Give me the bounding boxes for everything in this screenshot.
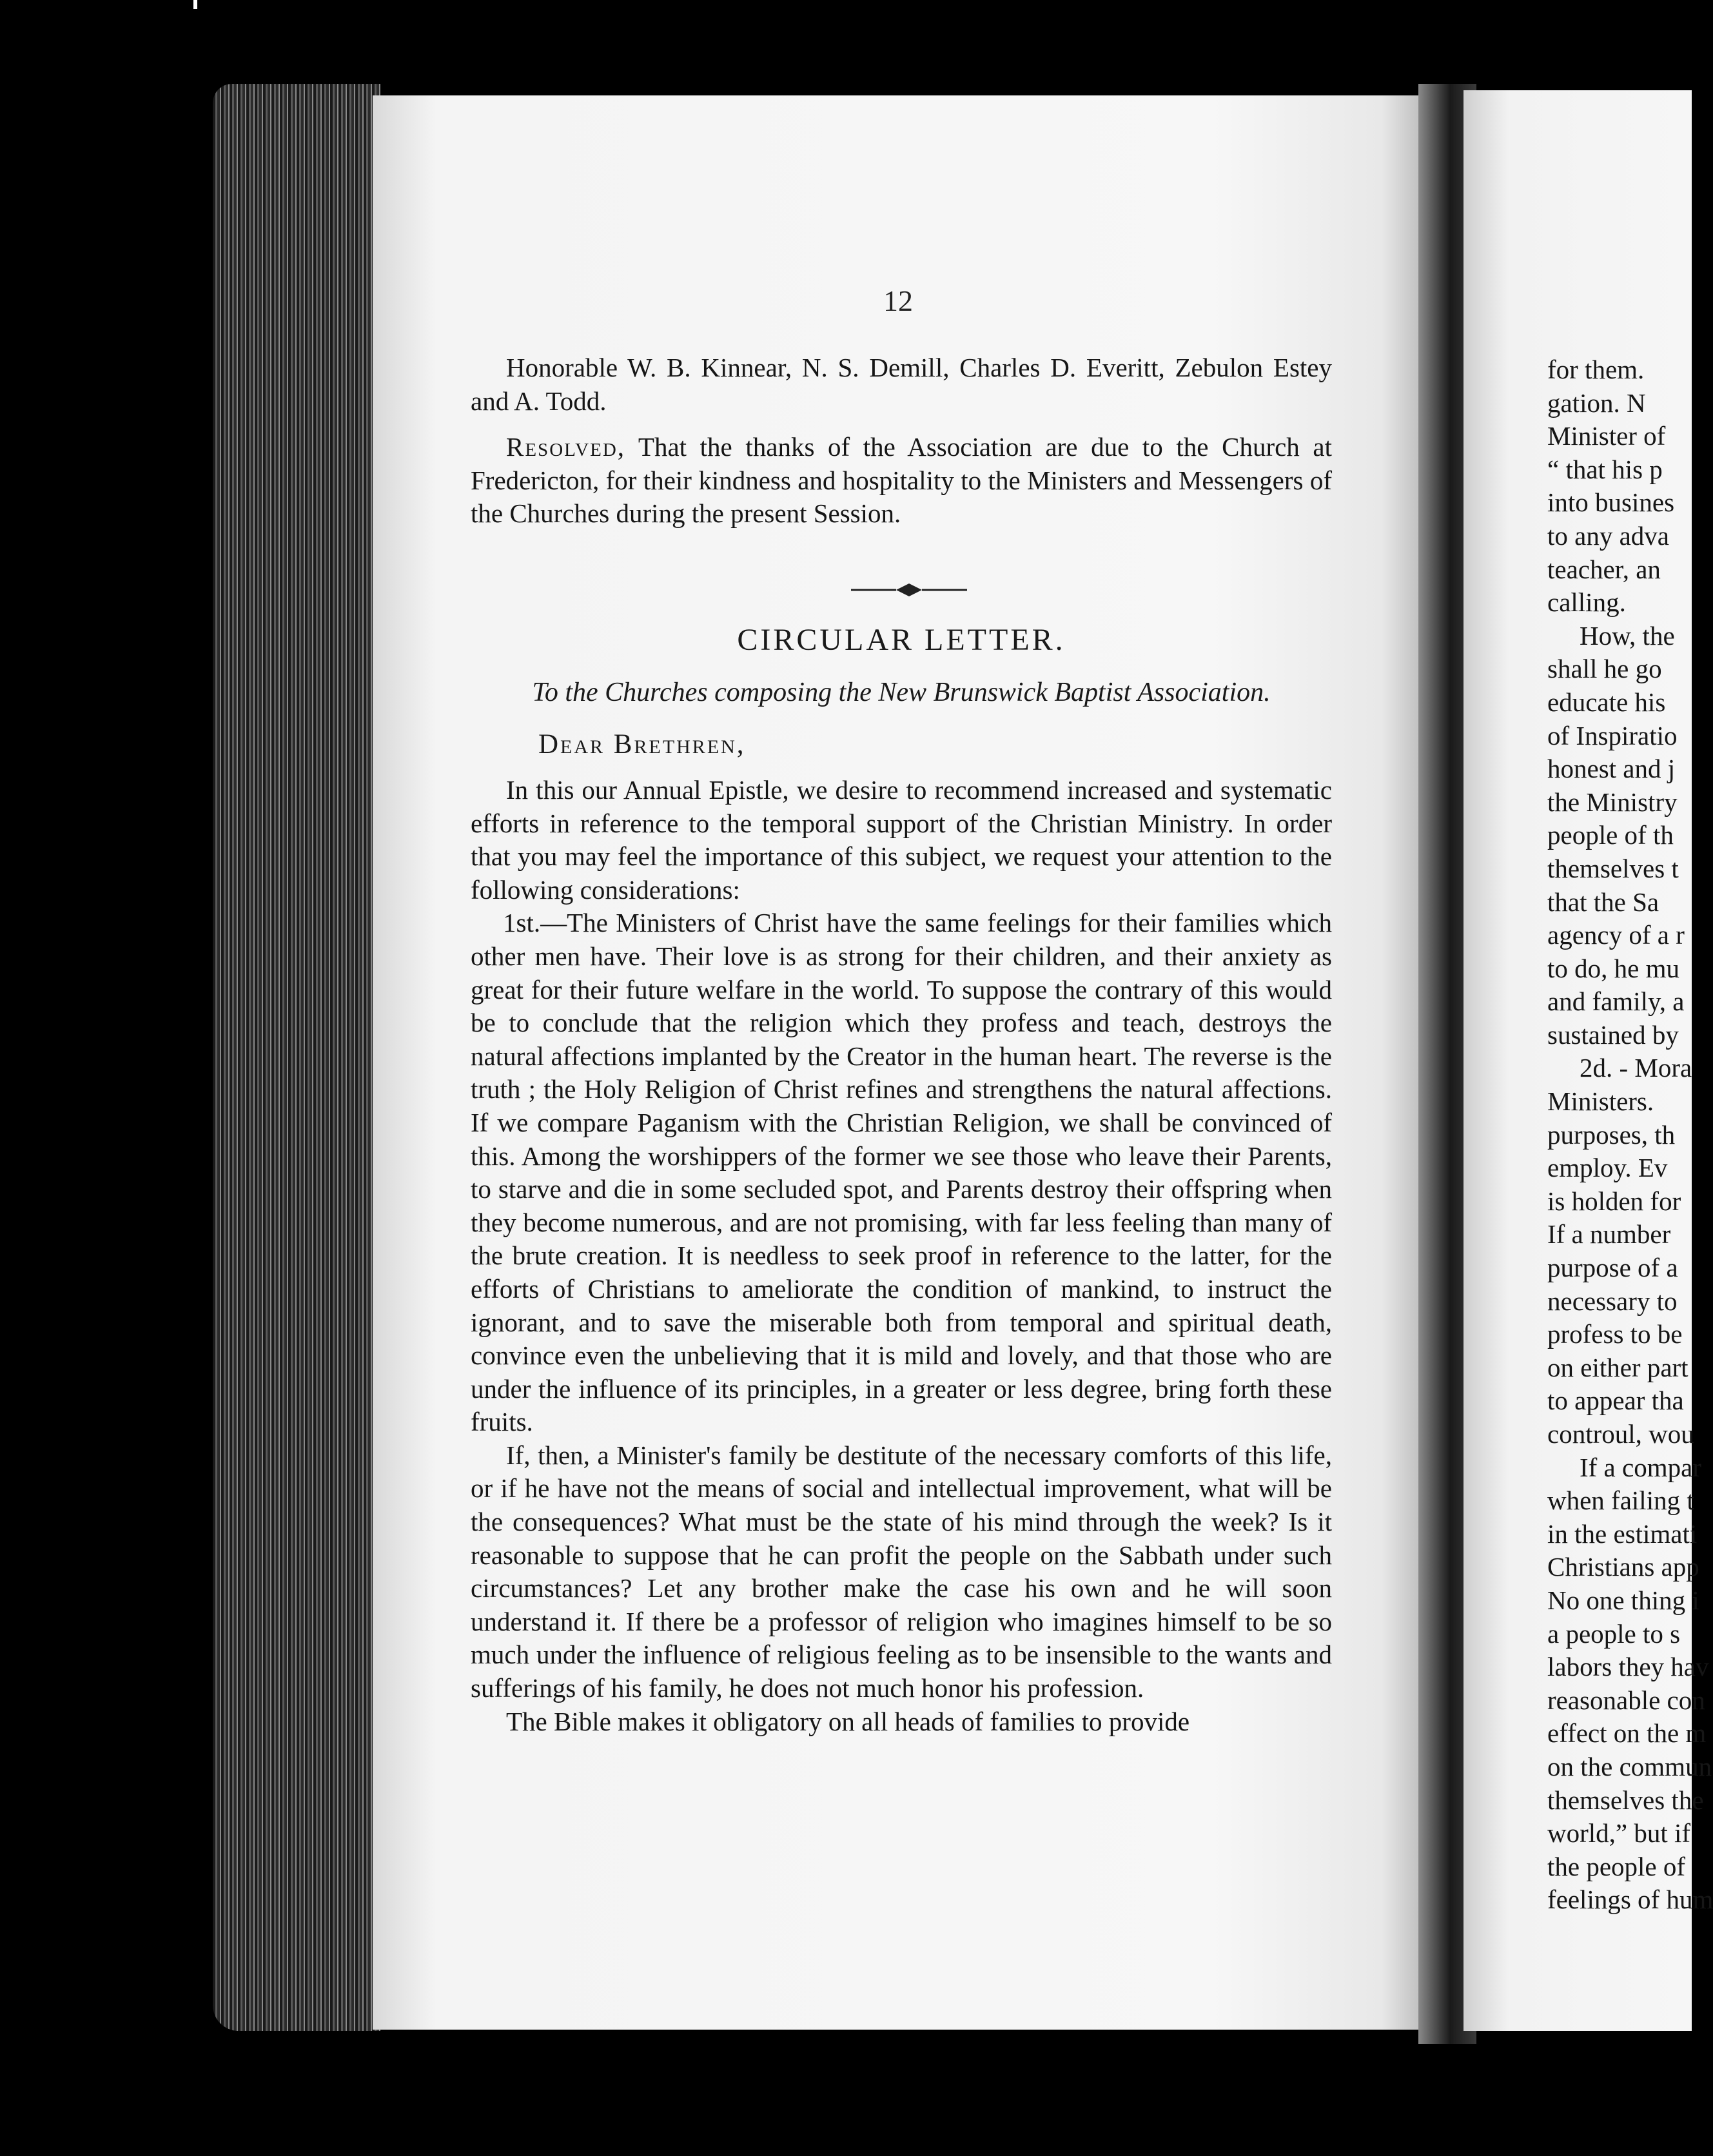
right-line: when failing t — [1547, 1485, 1694, 1516]
right-line: sustained by — [1547, 1019, 1679, 1050]
section-heading: CIRCULAR LETTER. — [737, 623, 1066, 657]
right-line: the Ministry — [1547, 787, 1678, 817]
right-line: reasonable con — [1547, 1685, 1705, 1715]
right-line: How, the — [1580, 620, 1675, 651]
right-line: that the Sa — [1547, 887, 1659, 917]
right-line: controul, wou — [1547, 1419, 1694, 1449]
right-line: for them. — [1547, 355, 1645, 384]
right-line: No one thing i — [1547, 1585, 1699, 1615]
paragraph: In this our Annual Epistle, we desire to recommend increased and systematic efforts in reference to the temporal support of the Christian Ministry. In order that you may feel the importance of this subject, we request your attention to the following considerations: — [471, 775, 1332, 905]
honorable-list: Honorable W. B. Kinnear, N. S. Demill, Charles D. Everitt, Zebulon Estey and A. Todd. — [471, 353, 1332, 416]
page-number: 12 — [883, 284, 913, 317]
right-line: purposes, th — [1547, 1119, 1676, 1150]
right-line: “ that his p — [1547, 454, 1663, 484]
resolved-text: That the thanks of the Association are due to the Church at Fredericton, for their kindness and hospitality to the Ministers and Messengers of the Churches during the present Session. — [471, 432, 1332, 529]
right-line: 2d. - Mora — [1580, 1053, 1692, 1083]
right-line: people of th — [1547, 820, 1674, 850]
scan-artifact — [193, 0, 197, 9]
right-line: necessary to — [1547, 1286, 1678, 1316]
right-line: Minister of — [1547, 421, 1666, 451]
right-line: calling. — [1547, 587, 1626, 618]
paragraph: If, then, a Minister's family be destitute of the necessary comforts of this life, or if he have not the means of social and intellectual improvement, what will be the consequences? What must be the state of his mind through the week? Is it reasonable to suppose that he can profit the people on the Sabbath under such circumstances? Let any brother make the case his own and he will soon understand it. If there be a professor of religion who imagines himself to be so much under the influence of religious feeling as to be insensible to the wants and sufferings of his family, he does not much honor his profession. — [471, 1440, 1332, 1703]
right-line: on either part — [1547, 1352, 1689, 1382]
section-subheading: To the Churches composing the New Brunswick Baptist Association. — [532, 678, 1271, 707]
right-line: to any adva — [1547, 520, 1669, 551]
right-line: and family, a — [1547, 986, 1685, 1017]
right-line: Ministers. — [1547, 1086, 1654, 1117]
right-line: of Inspiratio — [1547, 720, 1678, 750]
right-line: profess to be — [1547, 1319, 1683, 1349]
right-line: employ. Ev — [1547, 1153, 1668, 1183]
right-line: If a compar — [1580, 1452, 1701, 1482]
right-line: feelings of hum — [1547, 1885, 1713, 1915]
right-line: themselves t — [1547, 853, 1679, 883]
paragraph: The Bible makes it obligatory on all heads of families to provide — [506, 1706, 1190, 1736]
book-page-edges — [213, 84, 380, 2031]
resolution — [471, 431, 1332, 531]
right-line: gation. N — [1547, 387, 1646, 418]
right-line: to do, he mu — [1547, 953, 1679, 983]
resolved-lead: Resolved, — [506, 432, 626, 462]
right-line: in the estimati — [1547, 1518, 1698, 1549]
right-line: honest and j — [1547, 754, 1676, 784]
right-line: effect on the m — [1547, 1718, 1707, 1749]
right-line: agency of a r — [1547, 920, 1685, 950]
right-line: purpose of a — [1547, 1253, 1678, 1283]
right-line: labors they hav — [1547, 1652, 1709, 1682]
right-line: to appear tha — [1547, 1386, 1684, 1416]
right-line: shall he go — [1547, 654, 1662, 684]
right-line: teacher, an — [1547, 554, 1661, 584]
right-line: is holden for — [1547, 1186, 1681, 1216]
right-line: If a number — [1547, 1219, 1671, 1250]
right-line: world,” but if — [1547, 1818, 1691, 1848]
right-line: educate his — [1547, 687, 1666, 717]
paragraph: 1st.—The Ministers of Christ have the same feelings for their families which other men have. Their love is as strong for their children, and their anxiety as great for their future welfare in the world. To suppose the contrary of this would be to conclude that the religion which they profess and teach, destroys the natural affections implanted by the Creator in the human heart. The reverse is the truth ; the Holy Religion of Christ refines and strengthens the natural affections. If we compare Paganism with the Christian Religion, we shall be convinced of this. Among the worshippers of the former we see those who leave their Parents, to starve and die in some secluded spot, and Parents destroy their offspring when they become numerous, and are not promising, with far less feeling than many of the brute creation. It is needless to seek proof in reference to the latter, for the efforts of Christians to ameliorate the condition of mankind, to instruct the ignorant, and to save the miserable both from temporal and spiritual death, convince even the unbelieving that it is mild and lovely, and that those who are under the influence of its principles, in a greater or less degree, bring forth these fruits. — [471, 908, 1332, 1437]
right-line: Christians app — [1547, 1552, 1699, 1582]
right-line: themselves the — [1547, 1785, 1704, 1815]
right-line: into busines — [1547, 487, 1675, 518]
letter-body — [471, 774, 1332, 1738]
divider-ornament — [851, 577, 967, 603]
right-page-text — [1547, 353, 1713, 1917]
right-line: a people to s — [1547, 1618, 1681, 1649]
right-line: the people of — [1547, 1851, 1686, 1881]
right-line: on the commun — [1547, 1751, 1712, 1781]
salutation: Dear Brethren, — [538, 729, 746, 760]
